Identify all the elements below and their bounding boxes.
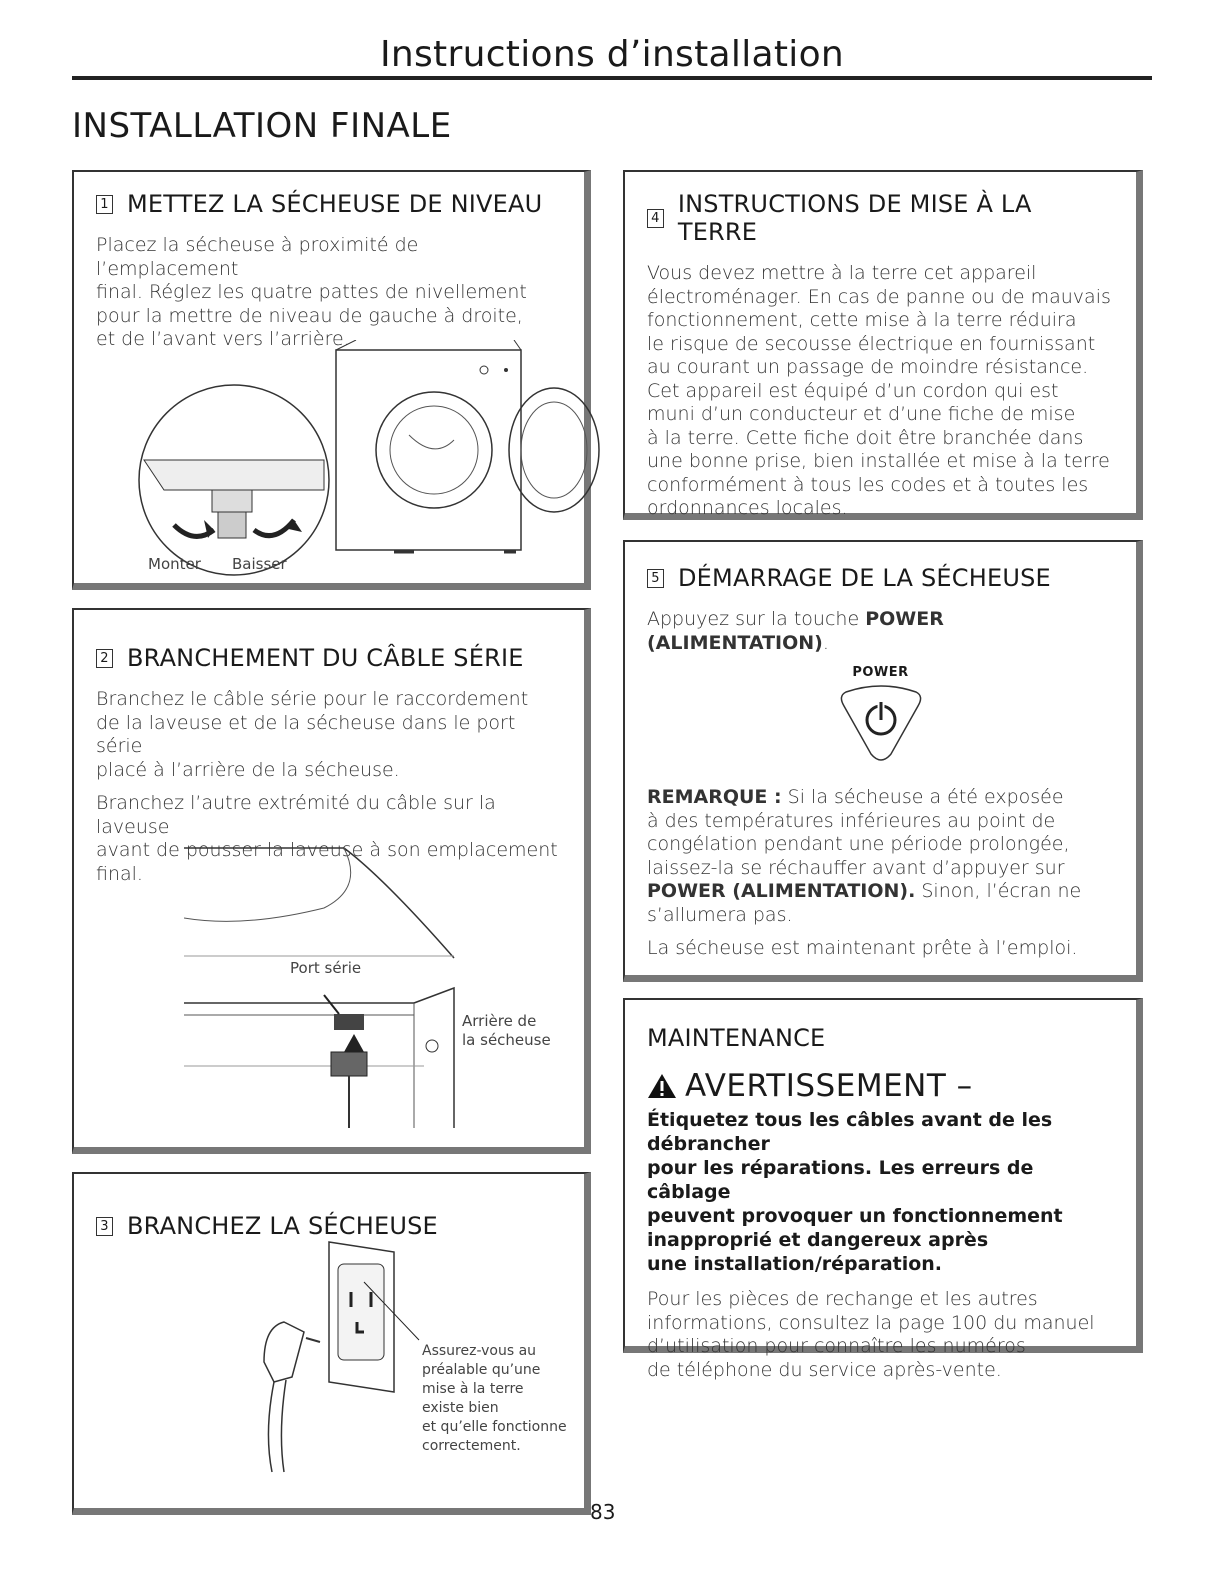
maintenance-box [623,998,1143,1381]
step3-label-ground: Assurez-vous au préalable qu’une mise à la terre existe bien et qu’elle fonctionne correctement. [422,1343,567,1454]
power-label: POWER [852,665,909,680]
step1-label-up: Monter [148,555,201,573]
step3-number: 3 [96,1217,113,1236]
warning-title: AVERTISSEMENT – [647,1068,1114,1104]
power-button-icon [836,684,926,764]
step3-box [72,1172,591,1515]
step1-number: 1 [96,195,113,214]
step2-number: 2 [96,649,113,668]
header-rule [72,76,1152,80]
dryer-leveling-illustration [134,340,604,580]
warning-icon [647,1072,677,1100]
step5-title [647,564,1114,592]
step2-title-text: BRANCHEMENT DU CÂBLE SÉRIE [127,644,524,672]
step4-text: Vous devez mettre à la terre cet appareil électroménager. En cas de panne ou de mauvais fonctionnement, cette mise à la terre réduira le risque de secousse électrique en fournissant au courant un passage de moindre résistance. Cet appareil est équipé d’un cordon qui est muni d’un conducteur et d’une fiche de mise à la terre. Cette fiche doit être branchée dans une bonne prise, bien installée et mise à la terre conformément à tous les codes et à toutes les ordonnances locales. [647,262,1111,519]
step4-number: 4 [647,209,664,228]
step2-title [96,644,562,672]
step1-text: Placez la sécheuse à proximité de l’emplacement final. Réglez les quatre pattes de nivellement pour la mettre de niveau de gauche à droite, et de l’avant vers l’arrière. [96,234,527,350]
step5-text: Appuyez sur la touche POWER (ALIMENTATION). [647,608,944,654]
step4-title-text: INSTRUCTIONS DE MISE À LA TERRE [677,190,1032,246]
step2-label-port: Port série [290,959,362,977]
maintenance-title: MAINTENANCE [647,1024,826,1052]
step5-ready: La sécheuse est maintenant prête à l’emploi. [647,937,1078,959]
step4-box [623,170,1143,520]
step2-text1: Branchez le câble série pour le raccordement de la laveuse et de la sécheuse dans le port série placé à l’arrière de la sécheuse. [96,688,529,781]
step2-label-back: Arrière de la sécheuse [462,1012,551,1049]
step5-title-text: DÉMARRAGE DE LA SÉCHEUSE [678,564,1051,592]
step2-text2: Branchez l’autre extrémité du câble sur la laveuse avant de pousser la laveuse à son emplacement final. [96,792,558,885]
step5-box [623,540,1143,982]
step2-box [72,608,591,1154]
step5-note: REMARQUE : Si la sécheuse a été exposée à des températures inférieures au point de congélation pendant une période prolongée, laissez-la se réchauffer avant d’appuyer sur POWER (ALIMENTATION). Sinon, l’écran ne s’allumera pas. [647,786,1082,926]
section-title: INSTALLATION FINALE [72,106,452,146]
page-header: Instructions d’installation [379,34,845,75]
step3-title-text: BRANCHEZ LA SÉCHEUSE [127,1212,438,1240]
step1-label-down: Baisser [232,555,287,573]
page-number: 83 [590,1500,616,1524]
step1-title-text: METTEZ LA SÉCHEUSE DE NIVEAU [127,190,543,218]
step5-number: 5 [647,569,664,588]
serial-port-illustration [184,838,474,1128]
step1-box [72,170,591,590]
warning-text: Étiquetez tous les câbles avant de les débrancher pour les réparations. Les erreurs de câblage peuvent provoquer un fonctionnement inapproprié et dangereux après une installation/réparation. [647,1109,1063,1275]
maintenance-text: Pour les pièces de rechange et les autres informations, consultez la page 100 du manuel d’utilisation pour connaître les numéros de téléphone du service après-vente. [647,1288,1095,1381]
step1-title [96,190,562,218]
step4-title [647,190,1114,246]
